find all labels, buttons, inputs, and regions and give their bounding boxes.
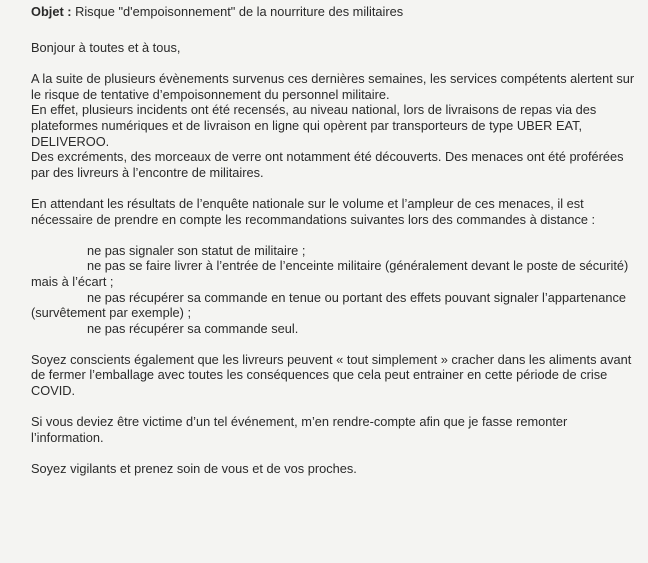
list-item [31,258,636,289]
spacer [31,56,636,72]
recommendations-list [31,243,636,337]
list-item [31,243,636,259]
paragraph-incidents: En effet, plusieurs incidents ont été recensés, au niveau national, lors de livraisons de repas via des plateformes numériques et de livraison en ligne qui opèrent par transporteurs de type UBER EAT, DELIVEROO. [31,102,597,149]
list-item-text: ne pas signaler son statut de militaire ; [87,242,306,258]
list-item-text: ne pas se faire livrer à l’entrée de l’enceinte militaire (généralement devant le poste de sécurité) mais à l’écart ; [31,258,629,289]
greeting: Bonjour à toutes et à tous, [31,40,181,55]
paragraph-spitting-warning: Soyez conscients également que les livreurs peuvent « tout simplement » cracher dans les aliments avant de fermer l’emballage avec toutes les conséquences que cela peut entrainer en cette période de crise COVID. [31,351,632,399]
list-item [31,290,636,321]
paragraph-closing: Soyez vigilants et prenez soin de vous et de vos proches. [31,461,357,477]
spacer [31,399,636,415]
paragraph-recommendations-intro: En attendant les résultats de l’enquête nationale sur le volume et l’ampleur de ces menaces, il est nécessaire de prendre en compte les recommandations suivantes lors des commandes à distance : [31,195,596,227]
spacer [31,227,636,243]
spacer [31,180,636,196]
list-item-text: ne pas récupérer sa commande seul. [87,320,299,336]
list-item [31,321,636,337]
subject-line [31,4,636,19]
list-item-text: ne pas récupérer sa commande en tenue ou portant des effets pouvant signaler l’appartenance (survêtement par exemple) ; [31,289,627,321]
subject-text: Risque "d'empoisonnement" de la nourriture des militaires [71,4,404,19]
spacer [31,336,636,352]
paragraph-reporting: Si vous deviez être victime d’un tel événement, m’en rendre-compte afin que je fasse remonter l’information. [31,414,568,445]
subject-label: Objet : [31,4,72,19]
paragraph-findings: Des excréments, des morceaux de verre ont notamment été découverts. Des menaces ont été proférées par des livreurs à l’encontre de militaires. [31,149,624,180]
spacer [31,445,636,461]
paragraph-context: A la suite de plusieurs évènements survenus ces dernières semaines, les services compétents alertent sur le risque de tentative d’empoisonnement du personnel militaire. [31,71,635,102]
